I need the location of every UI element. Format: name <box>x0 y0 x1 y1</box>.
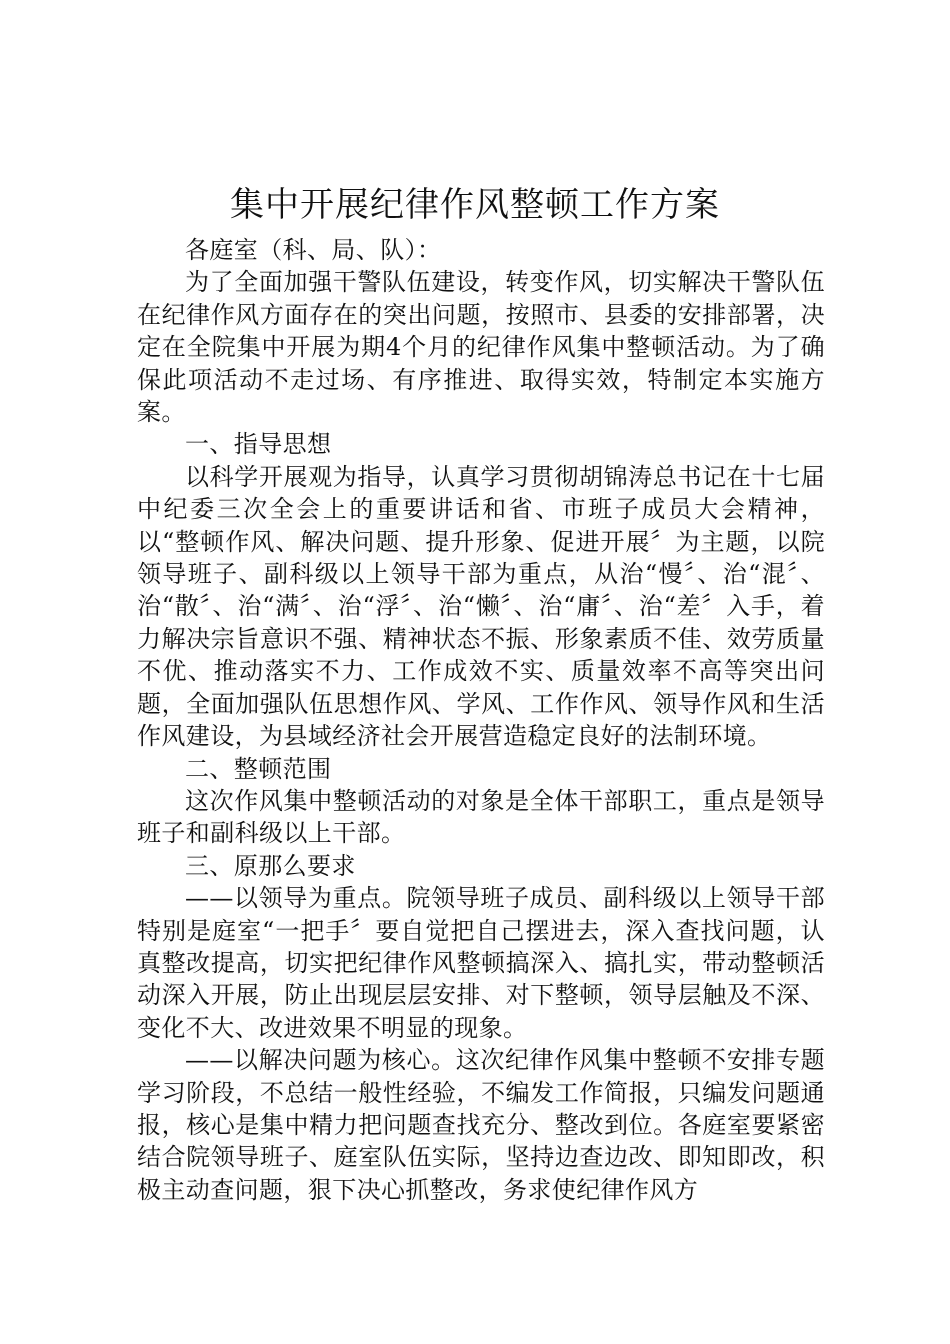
paragraph-principle-leadership: ——以领导为重点。院领导班子成员、副科级以上领导干部特别是庭室“一把手〞要自觉把自己摆进去，深入查找问题，认真整改提高，切实把纪律作风整顿搞深入、搞扎实，带动整顿活动深入开展，防止出现层层安排、对下整顿，领导层触及不深、变化不大、改进效果不明显的现象。 <box>137 884 825 1042</box>
document-title: 集中开展纪律作风整顿工作方案 <box>230 185 720 225</box>
document-body <box>137 234 825 1206</box>
section-heading-scope: 二、整顿范围 <box>185 754 332 783</box>
section-heading-guiding-ideology: 一、指导思想 <box>185 430 332 459</box>
paragraph-intro: 为了全面加强干警队伍建设，转变作风，切实解决干警队伍在纪律作风方面存在的突出问题，按照市、县委的安排部署，决定在全院集中开展为期4个月的纪律作风集中整顿活动。为了确保此项活动不走过场、有序推进、取得实效，特制定本实施方案。 <box>137 268 825 427</box>
salutation: 各庭室（科、局、队）： <box>185 236 442 264</box>
paragraph-scope: 这次作风集中整顿活动的对象是全体干部职工，重点是领导班子和副科级以上干部。 <box>137 786 825 848</box>
section-heading-principles: 三、原那么要求 <box>185 851 356 880</box>
paragraph-principle-problem-solving: ——以解决问题为核心。这次纪律作风集中整顿不安排专题学习阶段，不总结一般性经验，不编发工作简报，只编发问题通报，核心是集中精力把问题查找充分、整改到位。各庭室要紧密结合院领导班子、庭室队伍实际，坚持边查边改、即知即改，积极主动查问题，狠下决心抓整改，务求使纪律作风方 <box>137 1046 825 1204</box>
paragraph-guiding-ideology: 以科学开展观为指导，认真学习贯彻胡锦涛总书记在十七届中纪委三次全会上的重要讲话和省、市班子成员大会精神，以“整顿作风、解决问题、提升形象、促进开展〞为主题，以院领导班子、副科级以上领导干部为重点，从治“慢〞、治“混〞、治“散〞、治“满〞、治“浮〞、治“懒〞、治“庸〞、治“差〞入手，着力解决宗旨意识不强、精神状态不振、形象素质不佳、效劳质量不优、推动落实不力、工作成效不实、质量效率不高等突出问题，全面加强队伍思想作风、学风、工作作风、领导作风和生活作风建设，为县域经济社会开展营造稳定良好的法制环境。 <box>137 462 825 751</box>
